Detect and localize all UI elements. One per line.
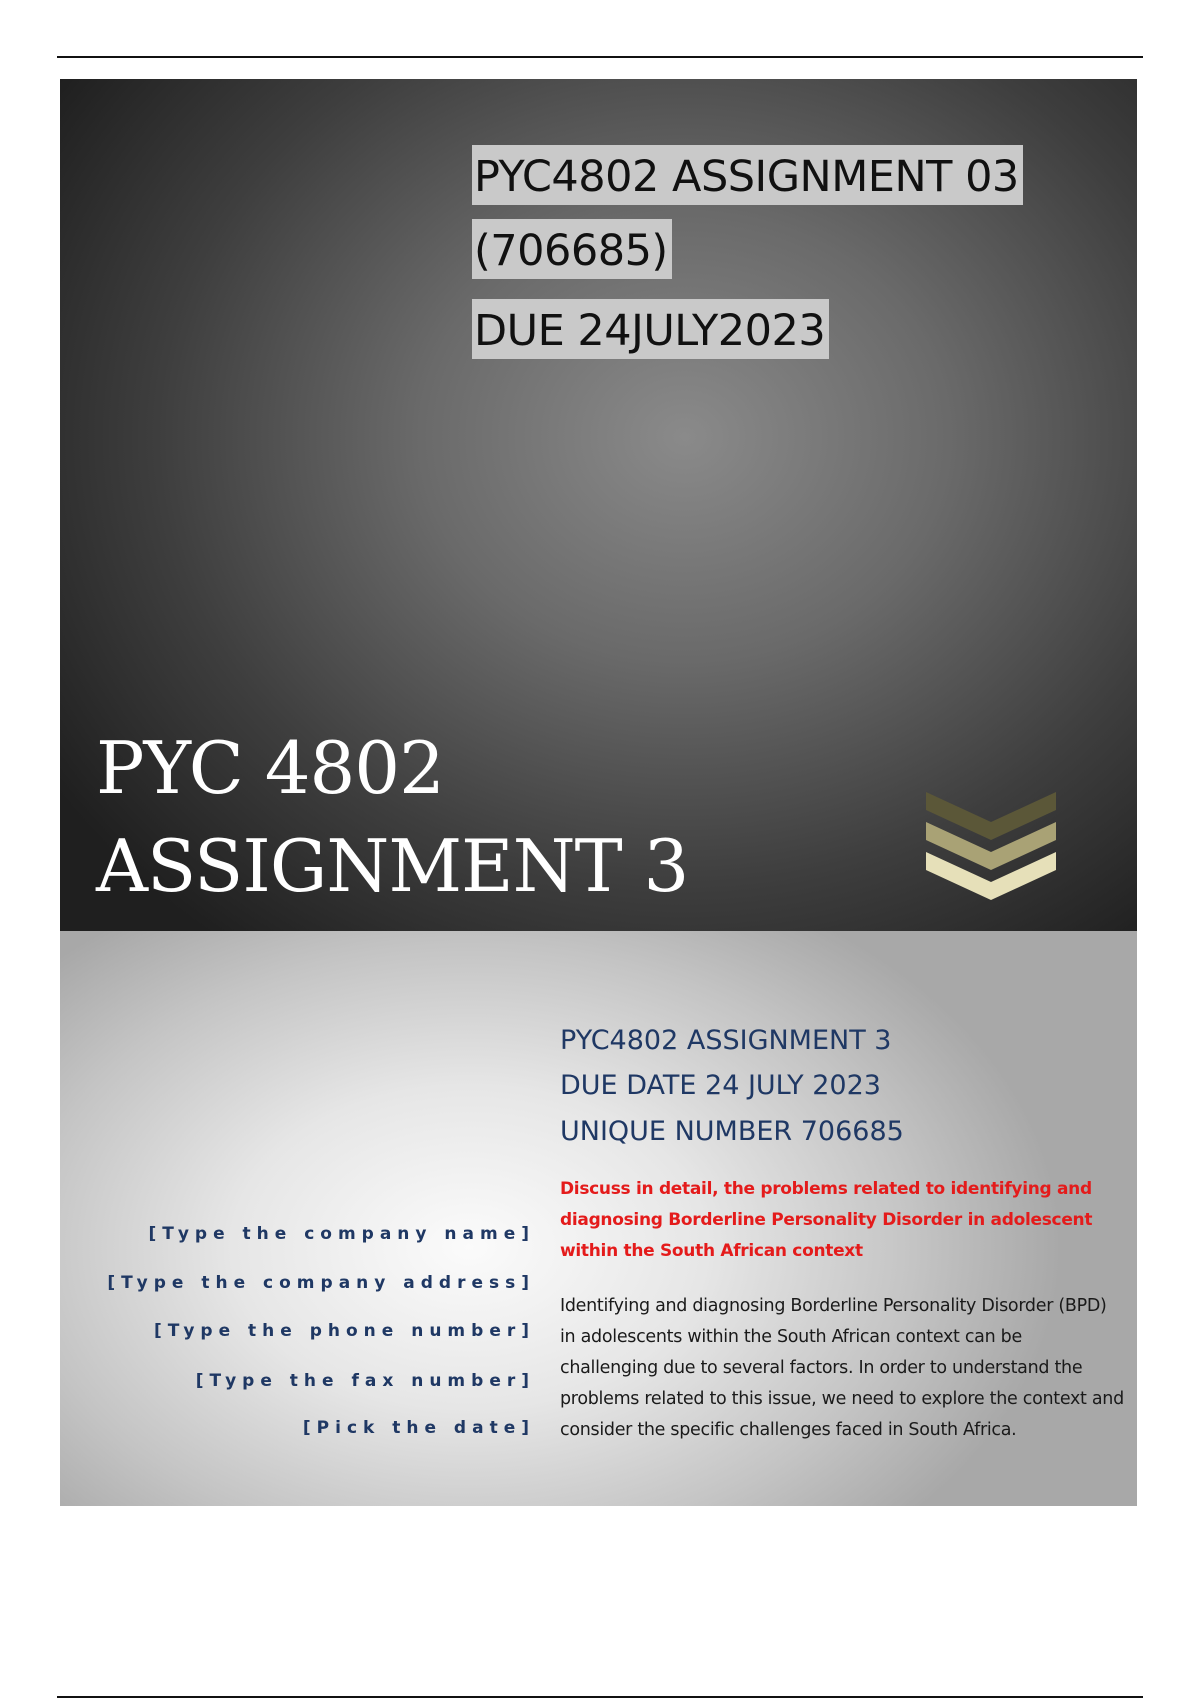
triple-chevron-down-icon — [926, 784, 1056, 904]
footer-rule — [57, 1696, 1143, 1698]
cover-heading — [472, 145, 1023, 379]
due-date-label: DUE DATE 24 JULY 2023 — [560, 1070, 881, 1101]
unique-number-label: UNIQUE NUMBER 706685 — [560, 1116, 904, 1147]
cover-title — [96, 719, 688, 915]
cover-title-line1: PYC 4802 — [96, 726, 444, 810]
company-address-placeholder[interactable]: [Type the company address] — [107, 1273, 535, 1293]
cover-heading-line1: PYC4802 ASSIGNMENT 03 — [472, 145, 1023, 205]
company-name-placeholder[interactable]: [Type the company name] — [148, 1224, 535, 1244]
cover-title-line2: ASSIGNMENT 3 — [96, 824, 689, 908]
course-label: PYC4802 ASSIGNMENT 3 — [560, 1025, 892, 1056]
fax-placeholder[interactable]: [Type the fax number] — [195, 1371, 535, 1391]
cover-due-date: DUE 24JULY2023 — [472, 299, 829, 359]
header-rule — [57, 56, 1143, 58]
assignment-question: Discuss in detail, the problems related to identifying and diagnosing Borderline Personality Disorder in adolescent within the South African context — [560, 1179, 1093, 1261]
cover-heading-line2: (706685) — [472, 219, 672, 279]
date-placeholder[interactable]: [Pick the date] — [302, 1418, 535, 1438]
abstract-body: Identifying and diagnosing Borderline Personality Disorder (BPD) in adolescents within the South African context can be challenging due to several factors. In order to understand the problems related to this issue, we need to explore the context and consider the specific challenges faced in South Africa. — [560, 1296, 1124, 1440]
phone-placeholder[interactable]: [Type the phone number] — [154, 1321, 535, 1341]
cover-page — [60, 79, 1137, 931]
abstract-panel — [60, 931, 1137, 1506]
